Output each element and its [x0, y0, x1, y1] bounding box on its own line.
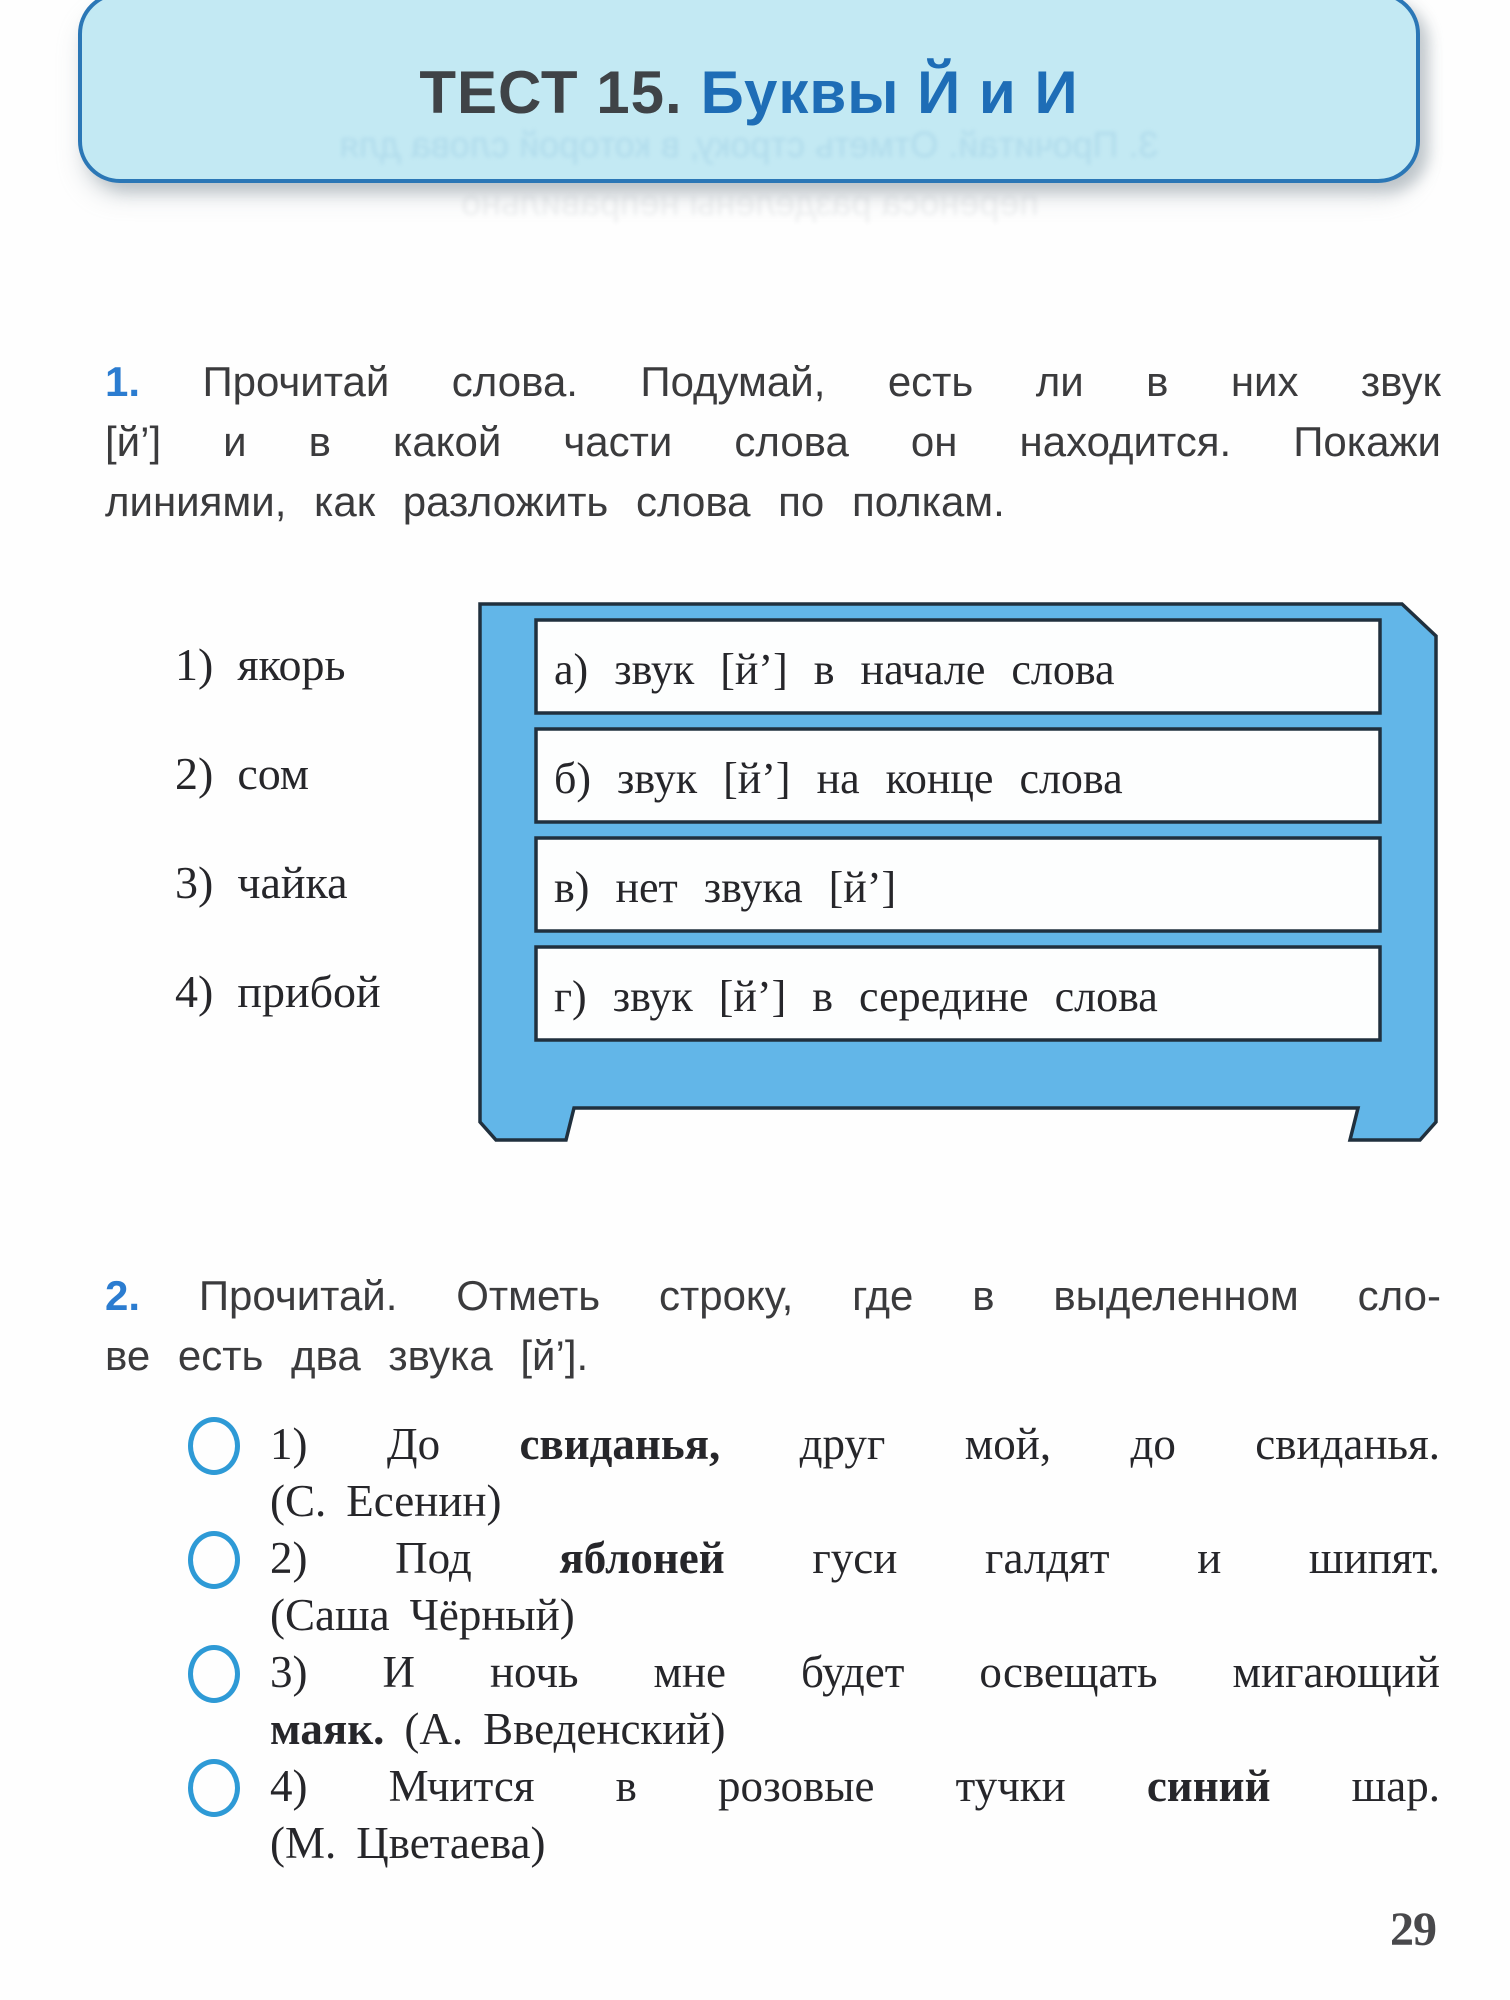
word: Мчится [388, 1761, 535, 1811]
word: он [910, 418, 958, 465]
task2-line1 [105, 1266, 1441, 1326]
task2-number: 2. [105, 1272, 141, 1319]
word: Есенин) [346, 1476, 502, 1526]
shelf-label-b [554, 753, 1123, 804]
word: находится. [1019, 418, 1232, 465]
word: в [308, 418, 331, 465]
word: маяк. [270, 1704, 385, 1754]
word: розовые [717, 1761, 875, 1811]
task2-line2: ве есть два звука [й’]. [105, 1332, 589, 1379]
word: (С. [270, 1476, 327, 1526]
word: свиданья, [519, 1419, 721, 1469]
word: Прочитай [202, 358, 390, 405]
task1-line1 [105, 352, 1441, 412]
word-item-yakor [175, 638, 345, 691]
word: начале [860, 645, 986, 694]
word: мигающий [1232, 1647, 1440, 1697]
word: в [813, 645, 835, 694]
shelf-label-a [554, 644, 1115, 695]
word: 4) [270, 1761, 308, 1811]
shelf-letter: а) [554, 645, 589, 694]
word: 3) [270, 1647, 308, 1697]
shelf-label-g [554, 971, 1158, 1022]
shelf-text [617, 753, 1123, 804]
word: [й’] [720, 645, 788, 694]
word: шипят. [1308, 1533, 1440, 1583]
answer-circle-4[interactable] [188, 1759, 240, 1817]
word: [й’] [828, 863, 897, 912]
shelf-text [615, 862, 896, 913]
word-item-priboy [175, 965, 381, 1018]
word: звук [617, 754, 698, 803]
word: галдят [985, 1533, 1110, 1583]
shelf-letter: в) [554, 863, 590, 912]
word: Цветаева) [356, 1818, 546, 1868]
word: И [382, 1647, 415, 1697]
shelf-letter: б) [554, 754, 592, 803]
word: звук [614, 645, 695, 694]
test-header-banner [78, 0, 1420, 183]
option4-author [270, 1815, 1440, 1872]
word: слова [734, 418, 849, 465]
word: свиданья. [1255, 1419, 1440, 1469]
word: выделенном [1053, 1272, 1299, 1319]
word: звука [703, 863, 803, 912]
word: середине [859, 972, 1029, 1021]
word: Покажи [1293, 418, 1441, 465]
word: где [852, 1272, 914, 1319]
page-number: 29 [1390, 1903, 1436, 1956]
option4-verse [270, 1758, 1440, 1815]
word: будет [801, 1647, 905, 1697]
option2-verse [270, 1530, 1440, 1587]
test-number-label: ТЕСТ 15. [419, 59, 683, 126]
word: (А. [404, 1704, 464, 1754]
word: освещать [979, 1647, 1158, 1697]
word: мне [653, 1647, 727, 1697]
word: какой [393, 418, 502, 465]
task1-line2 [105, 412, 1441, 472]
word-text: сом [237, 748, 309, 799]
word: нет [615, 863, 678, 912]
word: звук [1360, 358, 1441, 405]
page-title [82, 58, 1416, 127]
word: [й’] [723, 754, 791, 803]
word: Отметь [456, 1272, 601, 1319]
word-text: якорь [237, 639, 346, 690]
word: в [1146, 358, 1169, 405]
word: Прочитай. [198, 1272, 398, 1319]
word: и [1197, 1533, 1222, 1583]
word-item-chaika [175, 856, 348, 909]
word-item-som [175, 747, 309, 800]
task1-number: 1. [105, 358, 141, 405]
word: на [816, 754, 860, 803]
word: слова [1054, 972, 1158, 1021]
option3-verse [270, 1644, 1440, 1701]
word-number: 3) [175, 857, 214, 908]
word: Под [395, 1533, 472, 1583]
shelf-letter: г) [554, 972, 587, 1021]
word: До [386, 1419, 441, 1469]
word: тучки [955, 1761, 1066, 1811]
answer-circle-2[interactable] [188, 1531, 240, 1589]
word: части [563, 418, 673, 465]
answer-circle-1[interactable] [188, 1417, 240, 1475]
word: до [1130, 1419, 1176, 1469]
word: Подумай, [640, 358, 826, 405]
word: конце [885, 754, 994, 803]
test-topic-label: Буквы Й и И [700, 59, 1079, 126]
word: (Саша [270, 1590, 390, 1640]
word: друг [799, 1419, 886, 1469]
word: них [1230, 358, 1299, 405]
option1-author [270, 1473, 1440, 1530]
shelf-text [614, 644, 1114, 695]
word: Чёрный) [409, 1590, 575, 1640]
word: звук [612, 972, 693, 1021]
task1-line3: линиями, как разложить слова по полкам. [105, 478, 1005, 525]
word-number: 1) [175, 639, 214, 690]
word: Введенский) [483, 1704, 726, 1754]
option2-author [270, 1587, 1440, 1644]
word: (М. [270, 1818, 337, 1868]
word: в [615, 1761, 637, 1811]
word: синий [1146, 1761, 1271, 1811]
word-number: 2) [175, 748, 214, 799]
task2-instructions [105, 1266, 1441, 1386]
word: слова. [451, 358, 578, 405]
word: гуси [812, 1533, 898, 1583]
word: 2) [270, 1533, 308, 1583]
word-text: чайка [237, 857, 348, 908]
word: в [972, 1272, 995, 1319]
option1-verse [270, 1416, 1440, 1473]
shelf-label-v [554, 862, 896, 913]
shelf-text [613, 971, 1158, 1022]
word: слова [1011, 645, 1115, 694]
word: в [812, 972, 834, 1021]
word: строку, [658, 1272, 794, 1319]
bleed-through-text: 3. Прочитай. Отметь строку, в которой слова для [339, 124, 1159, 165]
word: яблоней [559, 1533, 725, 1583]
word: есть [887, 358, 974, 405]
word-text: прибой [237, 966, 381, 1017]
word: [й’] [105, 418, 162, 465]
word: 1) [270, 1419, 308, 1469]
word: слова [1019, 754, 1123, 803]
word: сло- [1357, 1272, 1441, 1319]
option3-author [270, 1701, 1440, 1758]
answer-circle-3[interactable] [188, 1645, 240, 1703]
word: ли [1035, 358, 1084, 405]
bleed-through-text: переноса разделены неправильно [461, 182, 1039, 223]
word: мой, [964, 1419, 1052, 1469]
task1-instructions [105, 352, 1441, 532]
word: и [223, 418, 247, 465]
word: ночь [489, 1647, 579, 1697]
word: шар. [1351, 1761, 1440, 1811]
word-number: 4) [175, 966, 214, 1017]
word: [й’] [718, 972, 787, 1021]
